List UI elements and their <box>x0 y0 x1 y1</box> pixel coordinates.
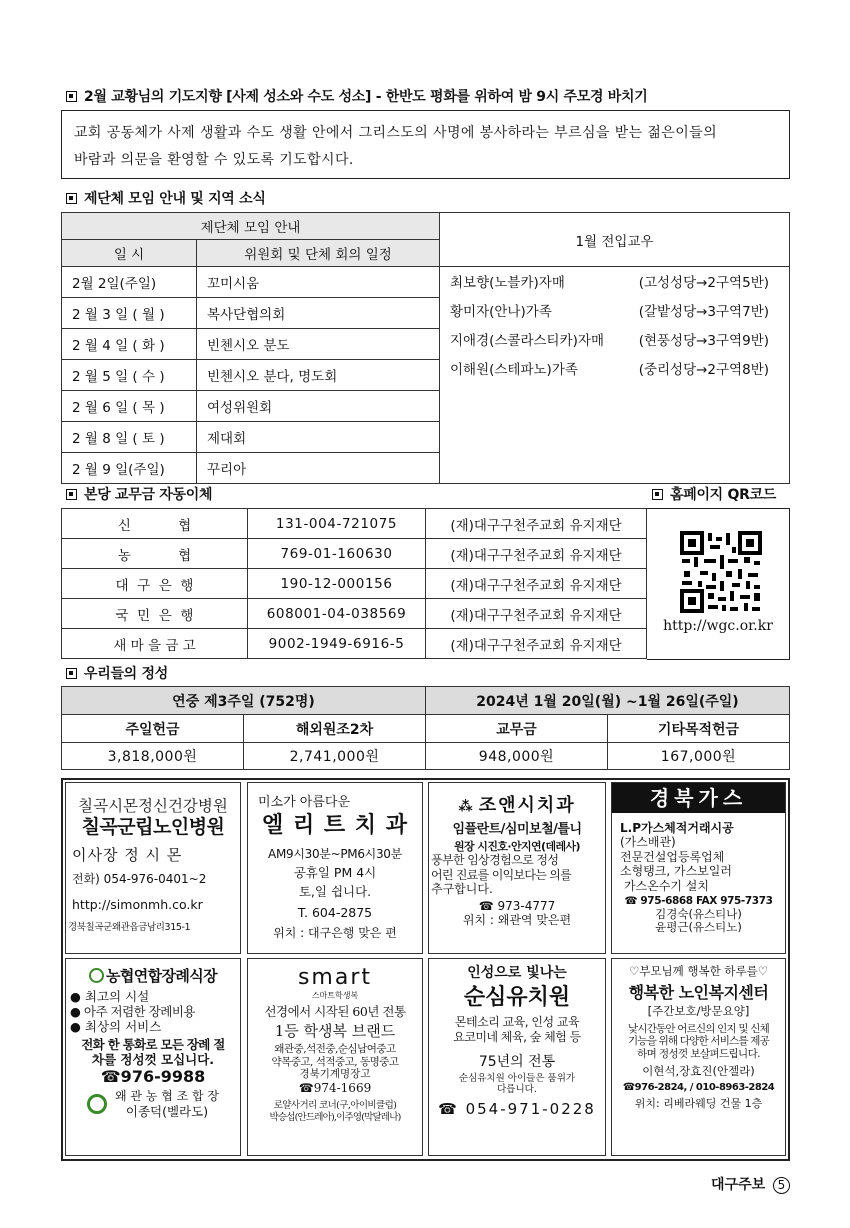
bank-holder: (재)대구구천주교회 유지재단 <box>426 629 647 659</box>
bank-table <box>61 508 647 659</box>
ad-funeral-hall: 농협연합장례식장 ● 최고의 시설 ● 아주 저렴한 장례비용 ● 최상의 서비스 전화 한 통화로 모든 장례 절 차를 정성껏 모십니다. ☎976-9988 왜 관 농 협 조 합 장 이종덕(벨라도) <box>65 958 241 1156</box>
bank-account: 131-004-721075 <box>248 509 426 539</box>
transfer-title: 1월 전입교우 <box>440 213 790 267</box>
page-footer: 대구주보 5 <box>711 1174 790 1194</box>
meeting-date: 2 월 4 일 ( 화 ) <box>62 329 197 360</box>
meeting-date: 2 월 9 일(주일) <box>62 453 197 484</box>
square-bullet-icon <box>66 193 77 204</box>
offering-col: 기타목적헌금 <box>608 715 790 743</box>
meeting-date: 2 월 6 일 ( 목 ) <box>62 391 197 422</box>
groups-heading: 제단체 모임 안내 및 지역 소식 <box>66 188 266 208</box>
col-meeting: 위원회 및 단체 회의 일정 <box>197 240 440 267</box>
bank-name: 새 마 을 금 고 <box>62 629 248 659</box>
qr-box <box>647 508 790 660</box>
qr-heading: 홈페이지 QR코드 <box>652 484 776 504</box>
meeting-name: 복사단협의회 <box>197 298 440 329</box>
transfer-list <box>440 267 790 484</box>
meeting-name: 꾸리아 <box>197 453 440 484</box>
bank-heading: 본당 교무금 자동이체 <box>66 484 212 504</box>
ad-smart-uniform: smart 스마트학생복 선경에서 시작된 60년 전통 1등 학생복 브랜드 왜관중,석전중,순심남여중고 약목중고, 석적중고, 동명중고 경북기계명장고 ☎974-1669 로얄사거리 코너(구,아이비클럽) 박승섭(안드레아),이주영(막달레나) <box>247 958 423 1156</box>
offering-col: 주일헌금 <box>62 715 244 743</box>
offering-col: 교무금 <box>426 715 608 743</box>
bank-name: 농 협 <box>62 539 248 569</box>
offering-col: 해외원조2차 <box>244 715 426 743</box>
meeting-date: 2월 2일(주일) <box>62 267 197 298</box>
meeting-name: 꼬미시움 <box>197 267 440 298</box>
meeting-date: 2 월 8 일 ( 토 ) <box>62 422 197 453</box>
meeting-date: 2 월 3 일 ( 월 ) <box>62 298 197 329</box>
bank-account: 769-01-160630 <box>248 539 426 569</box>
bank-holder: (재)대구구천주교회 유지재단 <box>426 599 647 629</box>
bank-name: 대 구 은 행 <box>62 569 248 599</box>
offering-table <box>61 686 790 770</box>
offering-heading: 우리들의 정성 <box>66 663 168 683</box>
offering-period: 2024년 1월 20일(월) ~1월 26일(주일) <box>426 687 790 715</box>
bank-holder: (재)대구구천주교회 유지재단 <box>426 509 647 539</box>
square-bullet-icon <box>652 489 663 500</box>
ad-elite-dental: 미소가 아름다운 엘 리 트 치 과 AM9시30분~PM6시30분 공휴일 PM 4시 토,일 쉽니다. T. 604-2875 위치 : 대구은행 맞은 편 <box>247 782 423 954</box>
meeting-date: 2 월 5 일 ( 수 ) <box>62 360 197 391</box>
nonghyup-logo-icon <box>87 1094 107 1114</box>
bank-name: 국 민 은 행 <box>62 599 248 629</box>
offering-val: 3,818,000원 <box>62 743 244 770</box>
prayer-text: 교회 공동체가 사제 생활과 수도 생활 안에서 그리스도의 사명에 봉사하라는 부르심을 받는 젊은이들의 바람과 의문을 환영할 수 있도록 기도합시다. <box>61 110 790 179</box>
offering-val: 2,741,000원 <box>244 743 426 770</box>
qr-code-icon[interactable] <box>680 531 762 613</box>
ad-joan-dental: ⁂ 조앤시치과 임플란트/심미보철/틀니 원장 시진호·안지연(데레사) 풍부한 임상경험으로 정성 어린 진료를 이익보다는 의를 추구합니다. ☎ 973-4777 위치 : 왜관역 맞은편 <box>428 782 606 954</box>
col-date: 일 시 <box>62 240 197 267</box>
bank-account: 9002-1949-6916-5 <box>248 629 426 659</box>
groups-table-title: 제단체 모임 안내 <box>62 213 440 240</box>
meeting-name: 제대회 <box>197 422 440 453</box>
offering-val: 948,000원 <box>426 743 608 770</box>
prayer-heading: 2월 교황님의 기도지향 [사제 성소와 수도 성소] - 한반도 평화를 위하여 밤 9시 주모경 바치기 <box>66 86 647 106</box>
smart-logo: smart <box>297 965 373 990</box>
smile-icon: ⁂ <box>458 799 475 815</box>
meeting-name: 빈첸시오 분도 <box>197 329 440 360</box>
transfer-item: 이해원(스테파노)가족 (중리성당→2구역8반) <box>450 362 769 378</box>
transfer-item: 황미자(안나)가족 (갈밭성당→3구역7반) <box>450 304 769 320</box>
nonghyup-logo-icon <box>89 968 104 983</box>
square-bullet-icon <box>66 668 77 679</box>
bank-account: 608001-04-038569 <box>248 599 426 629</box>
bank-name: 신 협 <box>62 509 248 539</box>
offering-week: 연중 제3주일 (752명) <box>62 687 426 715</box>
meeting-name: 빈첸시오 분다, 명도회 <box>197 360 440 391</box>
bank-account: 190-12-000156 <box>248 569 426 599</box>
meeting-name: 여성위원회 <box>197 391 440 422</box>
page-number: 5 <box>773 1177 790 1194</box>
ad-sunsim-kindergarten: 인성으로 빛나는 순심유치원 몬테소리 교육, 인성 교육 요코미네 체육, 숲 체험 등 75년의 전통 순심유치원 아이들은 품위가 다릅니다. ☎ 054-971-0228 <box>428 958 606 1156</box>
square-bullet-icon <box>66 91 77 102</box>
homepage-url[interactable]: http://wgc.or.kr <box>663 618 773 634</box>
square-bullet-icon <box>66 489 77 500</box>
bank-holder: (재)대구구천주교회 유지재단 <box>426 539 647 569</box>
transfer-item: 최보향(노블카)자매 (고성성당→2구역5반) <box>450 275 769 291</box>
ad-senior-center: ♡부모님께 행복한 하루를♡ 행복한 노인복지센터 [주간보호/방문요양] 낯시간동안 어르신의 인지 및 신체 기능을 위해 다양한 서비스를 제공 하며 정성껏 보살펴드립니다. 이현석,장효진(안젤라) ☎976-2824, / 010-8963-2824 위치: 리베라웨딩 건물 1층 <box>611 958 786 1156</box>
ad-simon-hospital: 칠곡시몬정신건강병원 칠곡군립노인병원 이사장 정 시 몬 전화) 054-976-0401~2 http://simonmh.co.kr 경북칠곡군왜관읍금남리315-1 <box>65 782 241 954</box>
bank-holder: (재)대구구천주교회 유지재단 <box>426 569 647 599</box>
transfer-item: 지애경(스콜라스티카)자매 (현풍성당→3구역9반) <box>450 333 769 349</box>
offering-val: 167,000원 <box>608 743 790 770</box>
groups-table <box>61 212 790 484</box>
ad-gyeongbuk-gas: 경북가스 L.P가스체적거래시공 (가스배관) 전문건설업등록업체 소형탱크, 가스보일러 가스온수기 설치 ☎ 975-6868 FAX 975-7373 김경숙(유스티나) 윤평근(유스티노) <box>611 782 786 954</box>
